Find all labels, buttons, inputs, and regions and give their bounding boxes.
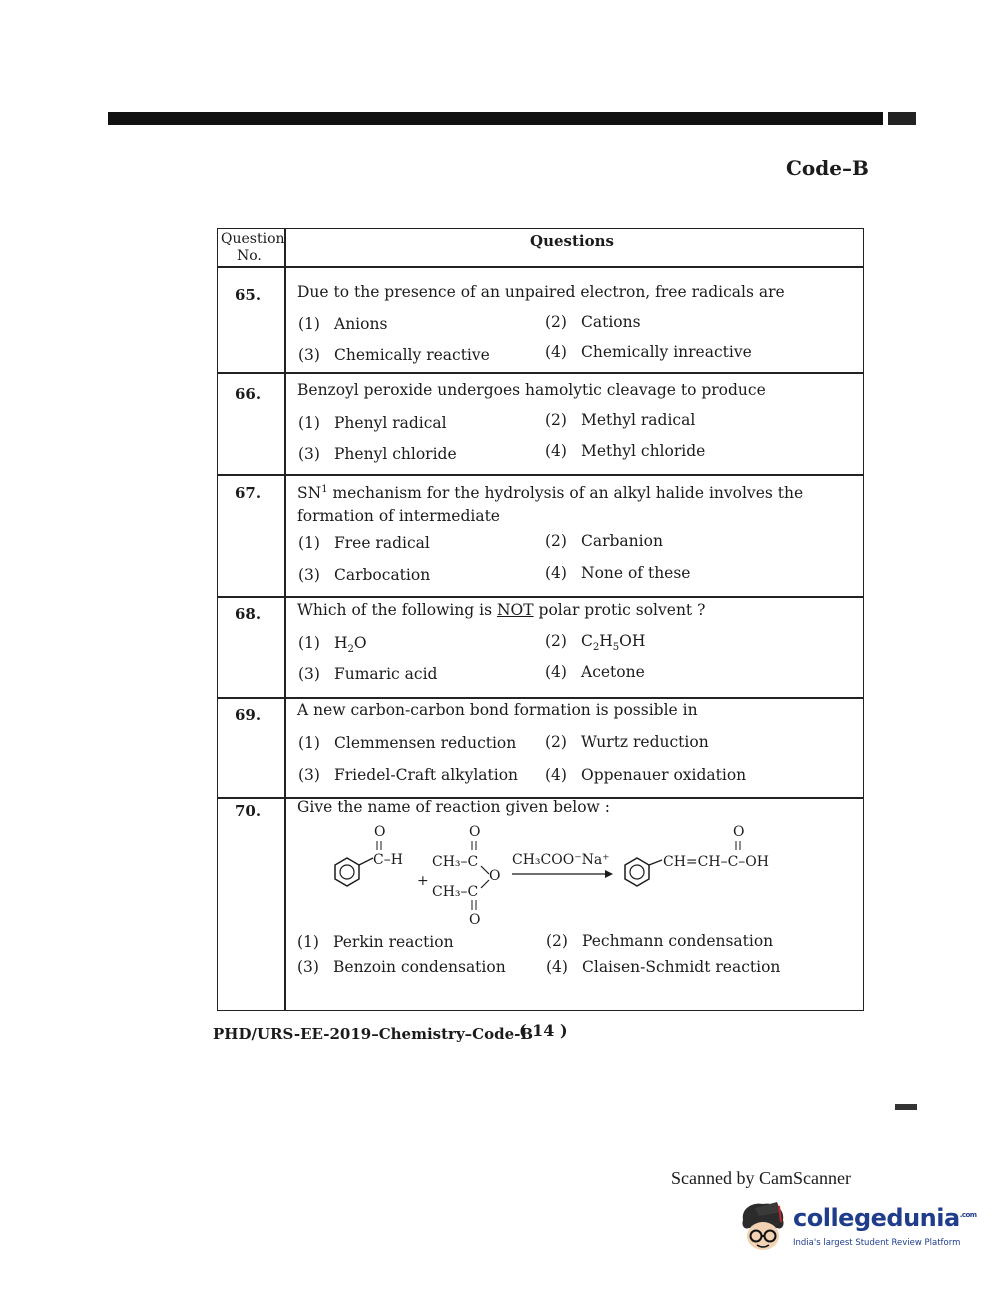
option-1: (1) $H_2O$ <box>298 634 367 656</box>
question-number: 69. <box>235 706 262 724</box>
row-divider <box>217 697 864 699</box>
plus-sign: + <box>417 873 429 889</box>
option-3: (3) Benzoin condensation <box>297 958 506 976</box>
option-3: (3) Friedel-Craft alkylation <box>298 766 519 784</box>
brand-tagline: India's largest Student Review Platform <box>793 1238 961 1248</box>
option-4: (4) Methyl chloride <box>545 442 706 460</box>
mascot-icon <box>735 1198 793 1256</box>
question-text: Due to the presence of an unpaired electron, free radicals are <box>297 283 785 301</box>
benzene-ring-icon <box>625 858 649 886</box>
collegedunia-logo <box>735 1198 977 1258</box>
option-4: (4) Oppenauer oxidation <box>545 766 747 784</box>
aldehyde-group: C–H <box>373 852 403 868</box>
option-2: (2) Cations <box>545 313 641 331</box>
option-1: (1) Free radical <box>298 534 430 552</box>
bottom-mark <box>895 1104 917 1110</box>
option-3: (3) Phenyl chloride <box>298 445 457 463</box>
question-number: 68. <box>235 605 262 623</box>
option-4: (4) Acetone <box>545 663 645 681</box>
anhydride-top: CH₃–C <box>432 854 479 870</box>
option-2: (2) $C_2H_5OH$ <box>545 632 646 654</box>
page-number: ( 14 ) <box>519 1021 568 1040</box>
anhydride-bottom: CH₃–C <box>432 884 479 900</box>
perkin-reaction-diagram <box>325 820 795 932</box>
row-divider <box>217 474 864 476</box>
option-1: (1) Perkin reaction <box>297 933 454 951</box>
option-3: (3) Carbocation <box>298 566 431 584</box>
row-divider <box>217 596 864 598</box>
anhydride-oxygen-top: O <box>469 824 481 840</box>
question-text: $SN^1$ mechanism for the hydrolysis of an alkyl halide involves the formation of intermediate <box>297 484 804 526</box>
product-chain: CH=CH–C–OH <box>663 854 769 870</box>
option-4: (4) Chemically inreactive <box>545 343 752 361</box>
column-divider <box>284 228 286 1011</box>
question-number: 65. <box>235 286 262 304</box>
option-3: (3) Fumaric acid <box>298 665 438 683</box>
option-2: (2) Pechmann condensation <box>546 932 774 950</box>
question-number: 70. <box>235 802 262 820</box>
option-2: (2) Carbanion <box>545 532 663 550</box>
brand-name: collegedunia$^{.com}$ <box>793 1204 977 1232</box>
option-2: (2) Methyl radical <box>545 411 696 429</box>
option-1: (1) Clemmensen reduction <box>298 734 517 752</box>
anhydride-oxygen-bottom: O <box>469 912 481 928</box>
option-1: (1) Phenyl radical <box>298 414 447 432</box>
option-3: (3) Chemically reactive <box>298 346 490 364</box>
question-text: Give the name of reaction given below : <box>297 798 610 816</box>
top-border-bar <box>108 112 883 125</box>
footer-paper-code: PHD/URS-EE-2019–Chemistry–Code-B <box>213 1025 534 1043</box>
question-text: A new carbon-carbon bond formation is possible in <box>297 701 698 719</box>
option-2: (2) Wurtz reduction <box>545 733 709 751</box>
header-question-no: Question No. <box>221 231 285 264</box>
question-number: 66. <box>235 385 262 403</box>
question-text: Which of the following is NOT polar protic solvent ? <box>297 601 706 619</box>
header-questions: Questions <box>530 232 614 250</box>
row-divider <box>217 266 864 268</box>
option-4: (4) None of these <box>545 564 691 582</box>
question-number: 67. <box>235 484 262 502</box>
option-1: (1) Anions <box>298 315 388 333</box>
aldehyde-oxygen: O <box>374 824 386 840</box>
anhydride-bridge-oxygen: O <box>489 868 501 884</box>
row-divider <box>217 372 864 374</box>
paper-code-label: Code–B <box>786 156 869 180</box>
top-border-mark <box>888 112 916 125</box>
option-4: (4) Claisen-Schmidt reaction <box>546 958 781 976</box>
scanner-watermark: Scanned by CamScanner <box>671 1168 851 1188</box>
reaction-catalyst: CH₃COO⁻Na⁺ <box>512 852 610 868</box>
product-oxygen: O <box>733 824 745 840</box>
benzene-ring-icon <box>335 858 359 886</box>
question-text: Benzoyl peroxide undergoes hamolytic cleavage to produce <box>297 381 766 399</box>
